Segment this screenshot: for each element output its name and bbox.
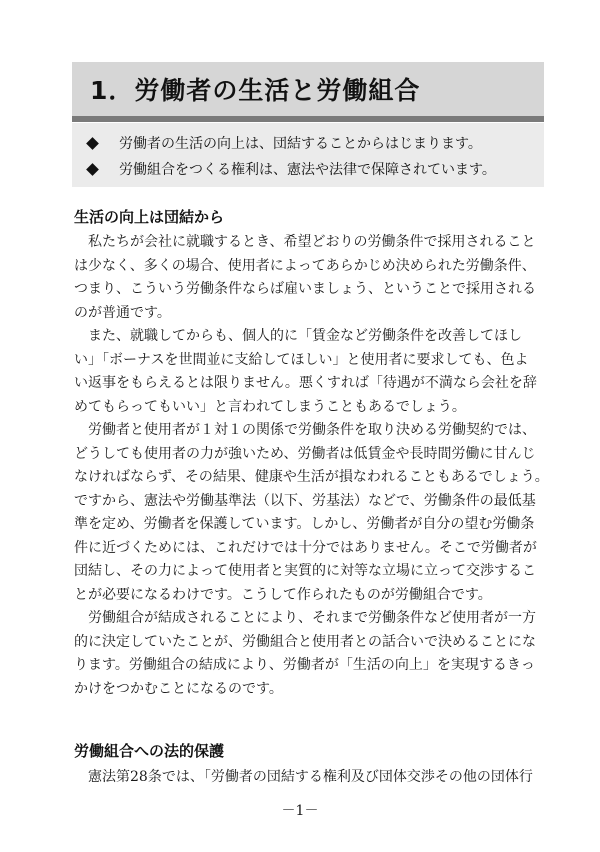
- section-body: [74, 231, 549, 701]
- paragraph: [74, 766, 544, 790]
- chapter-header: [72, 62, 544, 122]
- text-line: めてもらってもいい」と言われてしまうこともあるでしょう。: [74, 398, 466, 415]
- diamond-bullet-icon: [86, 163, 99, 176]
- text-line: 団結し、その力によって使用者と実質的に対等な立場に立って交渉するこ: [74, 563, 536, 579]
- paragraph: [74, 231, 544, 325]
- text-line: い」「ボーナスを世間並に支給してほしい」と使用者に要求しても、色よ: [74, 351, 529, 368]
- text-line: のが普通です。: [74, 304, 171, 321]
- section-heading: 労働組合への法的保護: [74, 742, 225, 760]
- summary-item: [84, 157, 544, 181]
- text-line: 労働組合が結成されることにより、それまで労働条件など使用者が一方: [88, 610, 536, 626]
- text-line: ですから、憲法や労働基準法（以下、労基法）などで、労働条件の最低基: [74, 492, 536, 509]
- summary-item: [84, 131, 544, 155]
- text-line: ります。労働組合の結成により、労働者が「生活の向上」を実現するきっ: [74, 657, 535, 673]
- section-heading: 生活の向上は団結から: [74, 208, 225, 226]
- text-line: なければならず、その結果、健康や生活が損なわれることもあるでしょう。: [74, 469, 549, 485]
- paragraph: [74, 419, 549, 607]
- text-line: つまり、こういう労働条件ならば雇いましょう、ということで採用される: [74, 281, 536, 297]
- chapter-title: 1．労働者の生活と労働組合: [90, 76, 421, 105]
- page-number: －1－: [281, 803, 319, 819]
- text-line: 憲法第28条では、「労働者の団結する権利及び団体交渉その他の団体行: [88, 769, 533, 785]
- text-line: 労働者と使用者が１対１の関係で労働条件を取り決める労働契約では、: [88, 422, 536, 438]
- diamond-bullet-icon: [86, 137, 99, 150]
- section-body: [74, 766, 544, 790]
- text-line: 私たちが会社に就職するとき、希望どおりの労働条件で採用されること: [88, 234, 536, 250]
- text-line: は少なく、多くの場合、使用者によってあらかじめ決められた労働条件、: [74, 257, 536, 274]
- paragraph: [74, 325, 544, 419]
- text-line: また、就職してからも、個人的に「賃金など労働条件を改善してほし: [88, 328, 522, 344]
- text-line: 件に近づくためには、これだけでは十分ではありません。そこで労働者が: [74, 539, 537, 556]
- text-line: かけをつかむことになるのです。: [74, 680, 283, 697]
- text-line: い返事をもらえるとは限りません。悪くすれば「待遇が不満なら会社を辞: [74, 375, 537, 391]
- text-line: 的に決定していたことが、労働組合と使用者との話合いで決めることにな: [74, 633, 536, 650]
- text-line: とが必要になるわけです。こうして作られたものが労働組合です。: [74, 586, 492, 603]
- summary-text: 労働者の生活の向上は、団結することからはじまります。: [119, 136, 482, 152]
- summary-text: 労働組合をつくる権利は、憲法や法律で保障されています。: [119, 162, 496, 178]
- paragraph: [74, 607, 544, 701]
- text-line: どうしても使用者の力が強いため、労働者は低賃金や長時間労働に甘んじ: [74, 445, 536, 462]
- summary-box: [72, 123, 544, 187]
- text-line: 準を定め、労働者を保護しています。しかし、労働者が自分の望む労働条: [74, 516, 535, 532]
